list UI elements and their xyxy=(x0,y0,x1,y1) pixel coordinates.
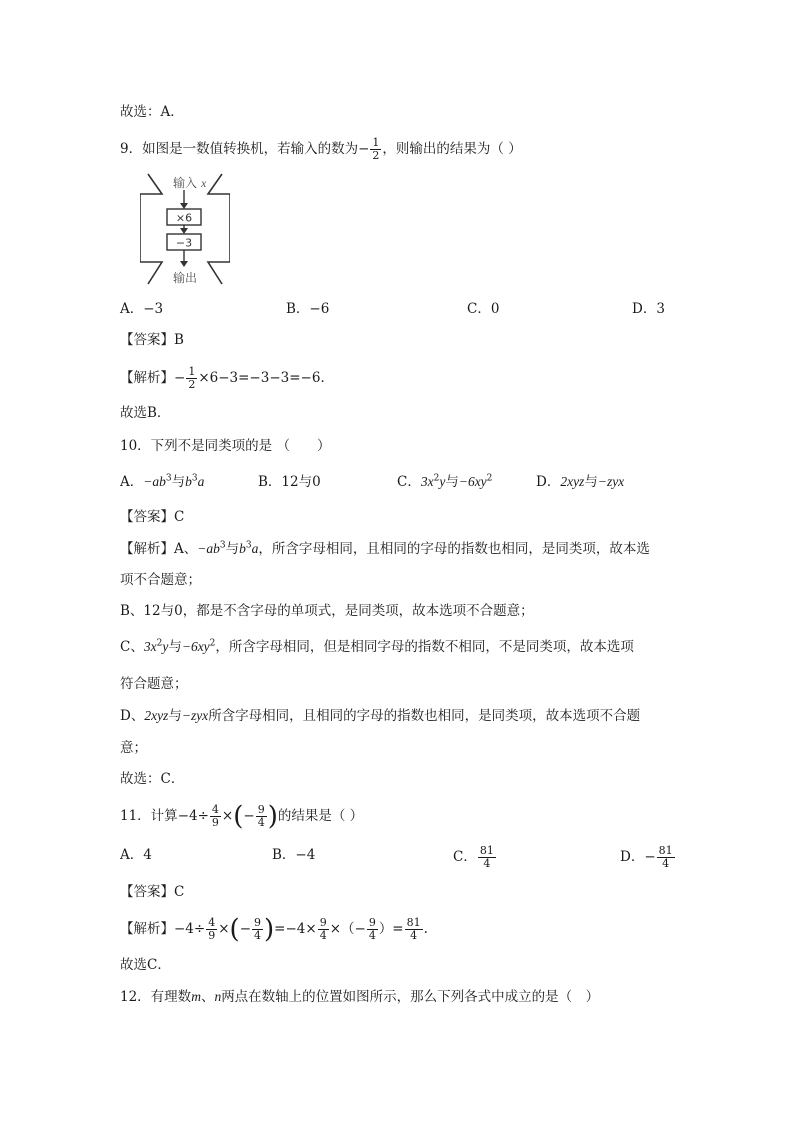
q10-c-label: C． xyxy=(397,474,421,490)
q9-analysis-frac-num: 1 xyxy=(188,365,196,378)
q11-frac2-den: 4 xyxy=(257,816,265,829)
q9-analysis-rest: ×6−3=−3−3=−6． xyxy=(198,370,334,386)
q10-a-term2: b xyxy=(185,474,192,489)
q10-option-d xyxy=(536,472,624,492)
q11-d-frac-den: 4 xyxy=(662,857,670,870)
q9-conclusion: 故选B． xyxy=(120,405,171,421)
q10-c-term2-exp: 2 xyxy=(486,473,493,484)
q11-analysis-frac3-num: 9 xyxy=(319,916,327,929)
q11-expr-start: −4÷ xyxy=(177,808,209,824)
q9-option-b: B．−6 xyxy=(286,301,330,317)
q10-d-term2: −zyx xyxy=(597,474,625,489)
q10-exp-a-term2-var: a xyxy=(251,541,259,556)
q10-explanation-c xyxy=(120,637,634,657)
q11-c-frac-den: 4 xyxy=(483,857,491,870)
q11-analysis-frac4-den: 4 xyxy=(368,929,376,942)
question-10-stem: 10．下列不是同类项的是 （ ） xyxy=(120,438,331,454)
q10-explanation-a xyxy=(120,539,650,559)
q10-exp-a-term2-exp: 3 xyxy=(245,540,252,551)
q11-c-frac-num: 81 xyxy=(479,844,494,857)
q11-suffix: 的结果是（ ） xyxy=(277,808,364,824)
q10-exp-c-term1-exp: 2 xyxy=(156,638,163,649)
q10-exp-a-mid: 与 xyxy=(225,541,240,557)
q10-a-term2-var: a xyxy=(197,474,205,489)
q11-rparen: ) xyxy=(267,801,278,832)
q10-exp-c-label: C、 xyxy=(120,639,144,655)
q11-analysis-mid: =−4× xyxy=(274,921,317,937)
q10-option-c xyxy=(397,472,492,492)
q10-exp-c-rest: ，所含字母相同，但是相同字母的指数不相同，不是同类项，故本选项 xyxy=(215,639,634,655)
q11-analysis-label: 【解析】 xyxy=(120,921,174,937)
q10-a-term2-exp: 3 xyxy=(191,473,198,484)
q10-exp-c-term2-exp: 2 xyxy=(209,638,216,649)
q10-exp-a-rest: ，所含字母相同，且相同的字母的指数也相同，是同类项，故本选 xyxy=(258,541,650,557)
question-11-stem xyxy=(120,801,364,832)
q11-option-a: A．4 xyxy=(120,847,152,863)
q9-suffix: ，则输出的结果为（ ） xyxy=(382,141,522,157)
q11-minus: − xyxy=(243,808,255,824)
q11-d-frac-num: 81 xyxy=(658,844,673,857)
q10-d-term1: 2xyz xyxy=(560,474,585,489)
q10-exp-a-term2: b xyxy=(239,541,246,556)
q12-prefix: 12．有理数 xyxy=(120,989,192,1005)
q11-analysis-frac1-den: 9 xyxy=(208,929,216,942)
arrow-2-head xyxy=(180,228,188,234)
q9-fraction xyxy=(370,137,381,162)
q10-a-label: A． xyxy=(120,474,144,490)
conversion-machine-diagram xyxy=(140,172,230,294)
q9-option-d: D．3 xyxy=(632,301,665,317)
q11-prefix: 11．计算 xyxy=(120,808,178,824)
output-label: 输出 xyxy=(173,271,198,285)
q11-conclusion: 故选C． xyxy=(120,957,171,973)
q10-exp-c-term2: −6xy xyxy=(181,639,210,654)
q10-explanation-d-cont: 意； xyxy=(120,740,147,756)
q11-answer: 【答案】C xyxy=(120,884,185,900)
q11-analysis-frac-2 xyxy=(252,917,263,942)
subtract-box-label: −3 xyxy=(175,236,193,250)
q10-a-mid: 与 xyxy=(171,474,186,490)
q11-analysis-frac-5 xyxy=(405,917,423,942)
conversion-machine-svg xyxy=(140,172,230,290)
q10-d-mid: 与 xyxy=(584,474,598,490)
q11-frac1-den: 9 xyxy=(211,816,219,829)
q11-analysis-frac-4 xyxy=(367,917,378,942)
q11-times: × xyxy=(221,808,234,824)
q11-analysis-times: × xyxy=(218,921,230,937)
q10-answer: 【答案】C xyxy=(120,509,185,525)
q9-option-c: C．0 xyxy=(467,301,500,317)
funnel-left-line xyxy=(140,174,162,284)
q11-d-fraction xyxy=(657,845,675,870)
q10-c-term1-y: y xyxy=(439,474,446,489)
q11-option-d xyxy=(620,845,676,870)
q9-option-a: A．−3 xyxy=(120,301,164,317)
q10-c-term1: 3x xyxy=(420,474,434,489)
q11-lparen: ( xyxy=(233,801,244,832)
q10-explanation-a-cont: 项不合题意； xyxy=(120,572,201,588)
q9-analysis-minus: − xyxy=(174,370,186,386)
input-variable: x xyxy=(201,176,207,190)
q11-analysis-minus: − xyxy=(239,921,251,937)
arrow-3-head xyxy=(180,261,188,267)
q11-analysis-frac-3 xyxy=(318,917,329,942)
question-9-stem xyxy=(120,137,522,162)
q11-analysis-frac3-den: 4 xyxy=(319,929,327,942)
funnel-right-line xyxy=(208,174,230,284)
q11-analysis-rparen: ) xyxy=(264,914,275,945)
q10-exp-a-term1: −ab xyxy=(197,541,220,556)
q11-analysis-close: ）= xyxy=(378,921,404,937)
q11-analysis-frac4-num: 9 xyxy=(368,916,376,929)
q11-fraction-1 xyxy=(210,804,221,829)
q10-exp-d-label: D、 xyxy=(120,708,145,724)
question-12-stem xyxy=(120,987,599,1007)
q10-exp-c-term1: 3x xyxy=(143,639,157,654)
q11-analysis-frac1-num: 4 xyxy=(208,916,216,929)
q12-suffix: 两点在数轴上的位置如图所示，那么下列各式中成立的是（ ） xyxy=(221,989,600,1005)
q11-analysis-frac2-den: 4 xyxy=(254,929,261,942)
q9-prefix: 9．如图是一数值转换机，若输入的数为 xyxy=(120,141,359,157)
q10-exp-c-mid: 与 xyxy=(168,639,182,655)
q11-analysis-frac5-num: 81 xyxy=(406,916,421,929)
q11-fraction-2 xyxy=(256,804,267,829)
q10-exp-d-term2: −zyx xyxy=(181,708,209,723)
q10-exp-d-term1: 2xyz xyxy=(144,708,169,723)
q10-explanation-c-cont: 符合题意； xyxy=(120,676,188,692)
q10-conclusion: 故选：C． xyxy=(120,771,185,787)
q9-analysis xyxy=(120,366,334,391)
q10-a-term1: −ab xyxy=(143,474,166,489)
q10-c-term2: −6xy xyxy=(458,474,487,489)
q11-analysis-end: . xyxy=(423,921,428,937)
q10-explanation-b: B、12与0，都是不含字母的单项式，是同类项，故本选项不合题意； xyxy=(120,603,534,619)
q11-analysis xyxy=(120,914,428,945)
conclusion-text: 故选：A． xyxy=(120,104,184,120)
q12-sep: 、 xyxy=(200,989,215,1005)
q11-analysis-start: −4÷ xyxy=(174,921,206,937)
q11-analysis-frac5-den: 4 xyxy=(410,929,418,942)
q11-analysis-lparen: ( xyxy=(229,914,240,945)
multiply-box-label: ×6 xyxy=(175,211,193,225)
q9-analysis-fraction xyxy=(186,366,197,391)
conclusion-line xyxy=(120,102,184,122)
q11-analysis-times2: ×（− xyxy=(329,921,366,937)
q10-c-term1-exp: 2 xyxy=(433,473,440,484)
q11-frac1-num: 4 xyxy=(211,803,219,816)
arrow-1-head xyxy=(180,203,188,209)
q9-minus: − xyxy=(358,141,370,157)
input-label: 输入 xyxy=(173,176,198,190)
q10-explanation-d xyxy=(120,706,640,726)
q10-option-a xyxy=(120,472,204,492)
q12-var-m: m xyxy=(191,989,201,1004)
q9-analysis-label: 【解析】 xyxy=(120,370,174,386)
q10-d-label: D． xyxy=(536,474,561,490)
q9-answer: 【答案】B xyxy=(120,332,184,348)
q11-analysis-frac2-num: 9 xyxy=(254,916,261,929)
q10-exp-a-term1-exp: 3 xyxy=(219,540,226,551)
q9-frac-num: 1 xyxy=(372,136,380,149)
q10-exp-d-rest: 所含字母相同，且相同的字母的指数也相同，是同类项，故本选项不合题 xyxy=(208,708,641,724)
q10-exp-c-term1-y: y xyxy=(162,639,169,654)
q9-analysis-frac-den: 2 xyxy=(188,378,196,391)
q11-analysis-frac-1 xyxy=(206,917,217,942)
q11-option-c xyxy=(453,845,497,870)
q11-frac2-num: 9 xyxy=(257,803,265,816)
q10-exp-d-mid: 与 xyxy=(168,708,182,724)
q11-c-label: C． xyxy=(453,849,477,865)
q11-option-b: B．−4 xyxy=(272,847,316,863)
q11-d-label: D．− xyxy=(620,849,656,865)
q10-c-mid: 与 xyxy=(445,474,459,490)
q10-exp-a-label: 【解析】A、 xyxy=(120,541,198,557)
q12-var-n: n xyxy=(214,989,222,1004)
q10-option-b: B．12与0 xyxy=(258,474,321,490)
q11-c-fraction xyxy=(478,845,496,870)
q9-frac-den: 2 xyxy=(372,149,380,162)
q10-a-term1-exp: 3 xyxy=(165,473,172,484)
